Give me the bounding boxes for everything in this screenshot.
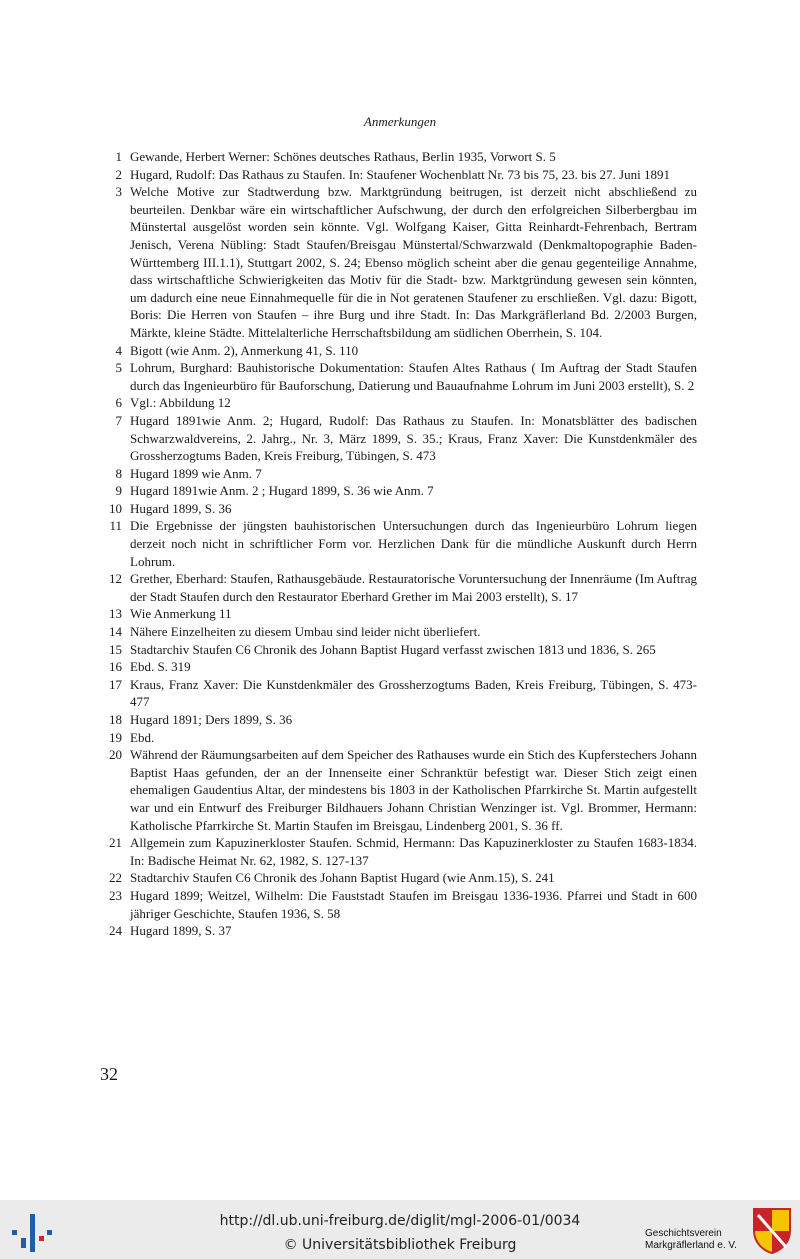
endnote-item [100,183,697,341]
endnote-text: Grether, Eberhard: Staufen, Rathausgebäude. Restauratorische Voruntersuchung der Innenräume (Im Auftrag der Stadt Staufen durch den Restaurator Eberhard Grether im Mai 2003 erstellt), S. 17 [130,571,697,604]
endnote-item [100,342,697,360]
page-number: 32 [100,1064,118,1084]
endnote-number: 20 [109,747,122,763]
endnote-text: Ebd. S. 319 [130,659,191,675]
endnote-text: Hugard, Rudolf: Das Rathaus zu Staufen. In: Staufener Wochenblatt Nr. 73 bis 75, 23. bis 27. Juni 1891 [130,166,670,182]
endnote-item [100,605,697,623]
endnote-number: 12 [109,571,122,587]
endnote-text: Während der Räumungsarbeiten auf dem Speicher des Rathauses wurde ein Stich des Kupferstechers Johann Baptist Haas gefunden, der an der Innenseite einer Schranktür befestigt war. Dieser Stich zeigt einen ehemaligen Gaudentius Altar, der mindestens bis 1803 in der Katholischen Pfarrkirche St. Martin aufgestellt war und ein Entwurf des Freiburger Bildhauers Johann Christian Wenzinger ist. Vgl. Brommer, Hermann: Katholische Pfarrkirche St. Martin Staufen im Breisgau, Lindenberg 2001, S. 36 ff. [130,747,697,833]
endnote-number: 23 [109,887,122,903]
endnote-text: Ebd. [130,729,155,745]
endnote-text: Hugard 1891wie Anm. 2 ; Hugard 1899, S. 36 wie Anm. 7 [130,483,434,499]
endnote-number: 8 [115,465,122,481]
endnote-item [100,711,697,729]
endnote-number: 5 [115,360,122,376]
endnote-text: Hugard 1899, S. 36 [130,500,232,516]
endnote-text: Die Ergebnisse der jüngsten bauhistorischen Untersuchungen durch das Ingenieurbüro Lohrum liegen derzeit noch nicht in schriftlicher Form vor. Herzlichen Dank für die mündliche Auskunft durch Herrn Lohrum. [130,518,697,569]
viewer-footer [0,1200,800,1259]
endnote-number: 10 [109,500,122,516]
endnote-number: 22 [109,870,122,886]
endnote-item [100,922,697,940]
endnote-text: Lohrum, Burghard: Bauhistorische Dokumentation: Staufen Altes Rathaus ( Im Auftrag der Stadt Staufen durch das Ingenieurbüro für Bauforschung, Datierung und Bauaufnahme Lohrum im Juni 2003 erstellt), S. 2 [130,360,697,393]
coat-of-arms-icon [752,1207,792,1255]
endnote-number: 14 [109,624,122,640]
endnote-text: Stadtarchiv Staufen C6 Chronik des Johann Baptist Hugard verfasst zwischen 1813 und 1836, S. 265 [130,641,656,657]
endnote-number: 1 [115,149,122,164]
endnote-number: 7 [115,412,122,428]
endnote-number: 13 [109,606,122,622]
endnote-item [100,676,697,711]
endnote-text: Wie Anmerkung 11 [130,606,232,622]
endnote-item [100,658,697,676]
endnote-item [100,166,697,184]
endnote-item [100,482,697,500]
endnote-item [100,623,697,641]
endnote-text: Bigott (wie Anm. 2), Anmerkung 41, S. 110 [130,342,359,358]
endnote-item [100,887,697,922]
endnote-number: 2 [115,166,122,182]
endnote-text: Welche Motive zur Stadtwerdung bzw. Marktgründung beitrugen, ist derzeit nicht abschließend zu beurteilen. Denkbar wäre ein wirtschaftlicher Aufschwung, der durch den erfolgreichen Silberbergbau im Münstertal ausgelöst worden sein könnte. Vgl. Wolfgang Kaiser, Gitta Reinhardt-Fehrenbach, Bertram Jenisch, Verena Nübling: Stadt Staufen/Breisgau Münstertal/Schwarzwald (Denkmaltopographie Baden-Württemberg III.1.1), Stuttgart 2002, S. 24; Ebenso möglich scheint aber die genau gegenteilige Annahme, dass wirtschaftliche Schwierigkeiten das Motiv für die Stadt- bzw. Marktgründung gewesen sein könnten, um dadurch eine neue Einnahmequelle für die in Not geratenen Staufener zu erschließen. Vgl. dazu: Bigott, Boris: Die Herren von Staufen – ihre Burg und ihre Stadt. In: Das Markgräflerland Bd. 2/2003 Burgen, Märkte, kleine Städte. Mittelalterliche Herrschaftsbildung am südlichen Oberrhein, S. 104. [130,184,697,340]
endnote-text: Nähere Einzelheiten zu diesem Umbau sind leider nicht überliefert. [130,624,481,640]
endnote-text: Hugard 1899, S. 37 [130,923,232,939]
endnote-text: Vgl.: Abbildung 12 [130,395,231,411]
endnote-number: 19 [109,729,122,745]
endnote-item [100,869,697,887]
endnote-item [100,746,697,834]
copyright-text: © Universitätsbibliothek Freiburg [283,1237,517,1253]
endnotes-list [100,148,697,940]
endnote-item [100,412,697,465]
endnote-item [100,148,697,166]
endnote-item [100,834,697,869]
page-heading: Anmerkungen [363,114,437,129]
publisher-name [645,1228,737,1252]
endnote-item [100,359,697,394]
endnote-text: Hugard 1891; Ders 1899, S. 36 [130,712,293,727]
endnote-text: Hugard 1899 wie Anm. 7 [130,465,262,481]
endnote-number: 3 [115,184,122,200]
endnote-text: Hugard 1899; Weitzel, Wilhelm: Die Fauststadt Staufen im Breisgau 1336-1936. Pfarrei und Stadt in 600 jähriger Geschichte, Staufen 1936, S. 58 [130,887,697,921]
endnote-number: 16 [109,659,122,675]
endnote-text: Kraus, Franz Xaver: Die Kunstdenkmäler des Grossherzogtums Baden, Kreis Freiburg, Tübingen, S. 473-477 [130,676,697,710]
endnote-number: 17 [109,676,122,692]
endnote-text: Gewande, Herbert Werner: Schönes deutsches Rathaus, Berlin 1935, Vorwort S. 5 [130,149,556,164]
endnote-number: 18 [109,712,122,727]
publisher-line-2: Markgräflerland e. V. [645,1240,737,1251]
endnote-item [100,517,697,570]
endnote-number: 9 [115,483,122,499]
endnote-item [100,394,697,412]
endnote-number: 15 [109,641,122,657]
endnote-item [100,465,697,483]
endnote-item [100,500,697,518]
endnote-number: 4 [115,342,122,358]
endnote-number: 21 [109,835,122,851]
document-url[interactable]: http://dl.ub.uni-freiburg.de/diglit/mgl-2006-01/0034 [219,1213,581,1229]
endnote-text: Allgemein zum Kapuzinerkloster Staufen. Schmid, Hermann: Das Kapuzinerkloster zu Staufen 1683-1834. In: Badische Heimat Nr. 62, 1982, S. 127-137 [130,835,697,868]
endnote-number: 24 [109,923,122,939]
endnote-item [100,570,697,605]
endnote-text: Hugard 1891wie Anm. 2; Hugard, Rudolf: Das Rathaus zu Staufen. In: Monatsblätter des badischen Schwarzwaldvereins, 2. Jahrg., Nr. 3, März 1899, S. 35.; Kraus, Franz Xaver: Die Kunstdenkmäler des Grossherzogtums Baden, Kreis Freiburg, Tübingen, S. 473 [130,412,697,464]
endnote-text: Stadtarchiv Staufen C6 Chronik des Johann Baptist Hugard (wie Anm.15), S. 241 [130,870,555,886]
endnote-item [100,641,697,659]
endnote-number: 6 [115,395,122,411]
endnote-item [100,729,697,747]
endnote-number: 11 [109,518,122,534]
publisher-line-1: Geschichtsverein [645,1228,722,1239]
